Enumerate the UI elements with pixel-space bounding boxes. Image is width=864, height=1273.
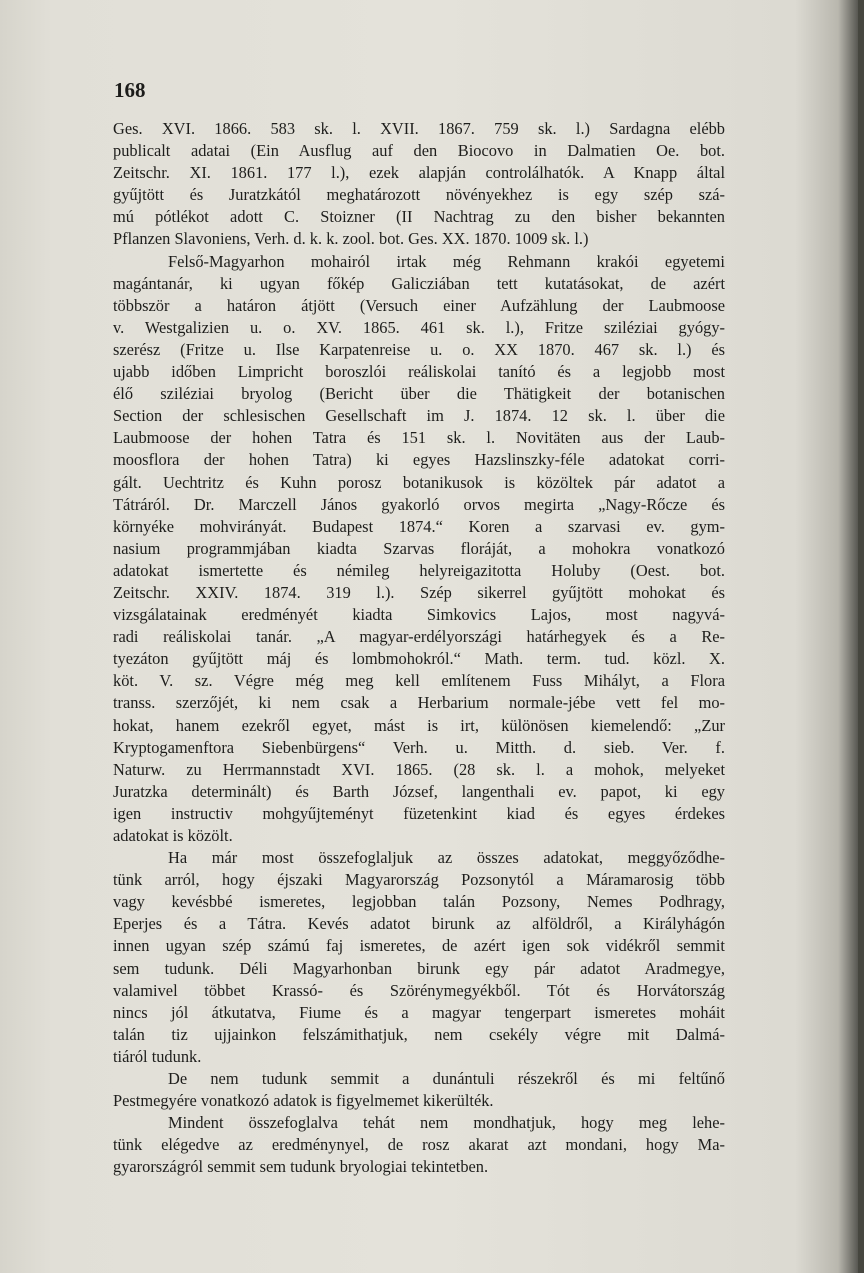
page-number: 168 — [114, 78, 146, 102]
binding-shadow — [858, 0, 864, 1273]
text-line: Laubmoose der hohen Tatra és 151 sk. l. Novitäten aus der Laub- — [113, 428, 725, 448]
text-line: Section der schlesischen Gesellschaft im J. 1874. 12 sk. l. über die — [113, 406, 725, 426]
text-line: köt. V. sz. Végre még meg kell említenem Fuss Mihályt, a Flora — [113, 671, 725, 691]
text-line: vagy kevésbbé ismeretes, legjobban talán Pozsony, Nemes Podhragy, — [113, 892, 725, 912]
text-line: tünk arról, hogy éjszaki Magyarország Pozsonytól a Máramarosig több — [113, 870, 725, 890]
text-line: Kryptogamenftora Siebenbürgens“ Verh. u. Mitth. d. sieb. Ver. f. — [113, 737, 725, 757]
text-line: vizsgálatainak eredményét kiadta Simkovics Lajos, most nagyvá- — [113, 605, 725, 625]
text-line: sem tudunk. Déli Magyarhonban birunk egy pár adatot Aradmegye, — [113, 958, 725, 978]
text-line: környéke mohvirányát. Budapest 1874.“ Koren a szarvasi ev. gym- — [113, 516, 725, 536]
text-line: Mindent összefoglalva tehát nem mondhatjuk, hogy meg lehe- — [168, 1113, 725, 1133]
text-line: mú pótlékot adott C. Stoizner (II Nachtrag zu den bisher bekannten — [113, 207, 725, 227]
text-line: talán tiz ujjainkon felszámithatjuk, nem csekély végre mit Dalmá- — [113, 1024, 725, 1044]
text-line: Naturw. zu Herrmannstadt XVI. 1865. (28 sk. l. a mohok, melyeket — [113, 759, 725, 779]
text-line: innen ugyan szép számú faj ismeretes, de azért igen sok vidékről semmit — [113, 936, 725, 956]
text-line: gyarországról semmit sem tudunk bryologiai tekintetben. — [113, 1157, 489, 1177]
text-line: radi reáliskolai tanár. „A magyar-erdélyországi határhegyek és a Re- — [113, 627, 725, 647]
text-line: Ha már most összefoglaljuk az összes adatokat, meggyőződhe- — [168, 848, 725, 868]
text-line: hokat, hanem ezekről egyet, mást is irt, különösen kiemelendő: „Zur — [113, 715, 725, 735]
text-line: adatokat is közölt. — [113, 826, 233, 845]
text-line: többször a határon átjött (Versuch einer Aufzählung der Laubmoose — [113, 295, 725, 315]
text-line: Juratzka determinált) és Barth József, langenthali ev. papot, ki egy — [113, 781, 725, 801]
text-line: Tátráról. Dr. Marczell János gyakorló orvos megirta „Nagy-Rőcze és — [113, 494, 725, 514]
text-line: valamivel többet Krassó- és Szörénymegyékből. Tót és Horvátország — [113, 980, 725, 1000]
text-line: gált. Uechtritz és Kuhn porosz botanikusok is közöltek pár adatot a — [113, 472, 725, 492]
text-line: tiáról tudunk. — [113, 1046, 202, 1066]
text-line: szerész (Fritze u. Ilse Karpatenreise u. o. XX 1870. 467 sk. l.) és — [113, 339, 725, 359]
text-line: nincs jól átkutatva, Fiume és a magyar tengerpart ismeretes moháit — [113, 1002, 725, 1022]
text-line: Zeitschr. XXIV. 1874. 319 l.). Szép sikerrel gyűjtött mohokat és — [113, 582, 725, 602]
text-line: Felső-Magyarhon mohairól irtak még Rehmann krakói egyetemi — [168, 251, 725, 271]
body-text — [113, 118, 725, 1179]
text-line: Eperjes és a Tátra. Kevés adatot birunk az alföldről, a Királyhágón — [113, 914, 725, 934]
text-line: tünk elégedve az eredménynyel, de rosz akarat azt mondani, hogy Ma- — [113, 1135, 725, 1155]
text-line: Ges. XVI. 1866. 583 sk. l. XVII. 1867. 759 sk. l.) Sardagna elébb — [113, 119, 725, 138]
text-line: élő sziléziai bryolog (Bericht über die Thätigkeit der botanischen — [113, 384, 725, 404]
text-line: moosflora der hohen Tatra) ki egyes Hazslinszky-féle adatokat corri- — [113, 450, 725, 470]
text-line: Pflanzen Slavoniens, Verh. d. k. k. zool. bot. Ges. XX. 1870. 1009 sk. l.) — [113, 229, 589, 249]
text-line: v. Westgalizien u. o. XV. 1865. 461 sk. l.), Fritze sziléziai gyógy- — [113, 317, 725, 337]
text-line: gyűjtött és Juratzkától meghatározott növényekhez is egy szép szá- — [113, 185, 725, 205]
text-line: adatokat ismertette és némileg helyreigazitotta Holuby (Oest. bot. — [113, 560, 725, 580]
text-line: transs. szerzőjét, ki nem csak a Herbarium normale-jébe vett fel mo- — [113, 693, 725, 713]
text-line: Pestmegyére vonatkozó adatok is figyelmemet kikerülték. — [113, 1091, 494, 1111]
text-line: ujabb időben Limpricht boroszlói reáliskolai tanító és a legjobb most — [113, 362, 725, 382]
text-line: igen instructiv mohgyűjteményt füzetenkint kiad és egyes érdekes — [113, 803, 725, 823]
text-line: nasium programmjában kiadta Szarvas floráját, a mohokra vonatkozó — [113, 538, 725, 558]
text-line: Zeitschr. XI. 1861. 177 l.), ezek alapján controlálhatók. A Knapp által — [113, 163, 725, 183]
text-line: De nem tudunk semmit a dunántuli részekről és mi feltűnő — [168, 1069, 725, 1089]
text-line: tyezáton gyűjtött máj és lombmohokról.“ Math. term. tud. közl. X. — [113, 649, 725, 669]
text-line: publicalt adatai (Ein Ausflug auf den Biocovo in Dalmatien Oe. bot. — [113, 141, 725, 161]
text-line: magántanár, ki ugyan főkép Galicziában tett kutatásokat, de azért — [113, 273, 725, 293]
